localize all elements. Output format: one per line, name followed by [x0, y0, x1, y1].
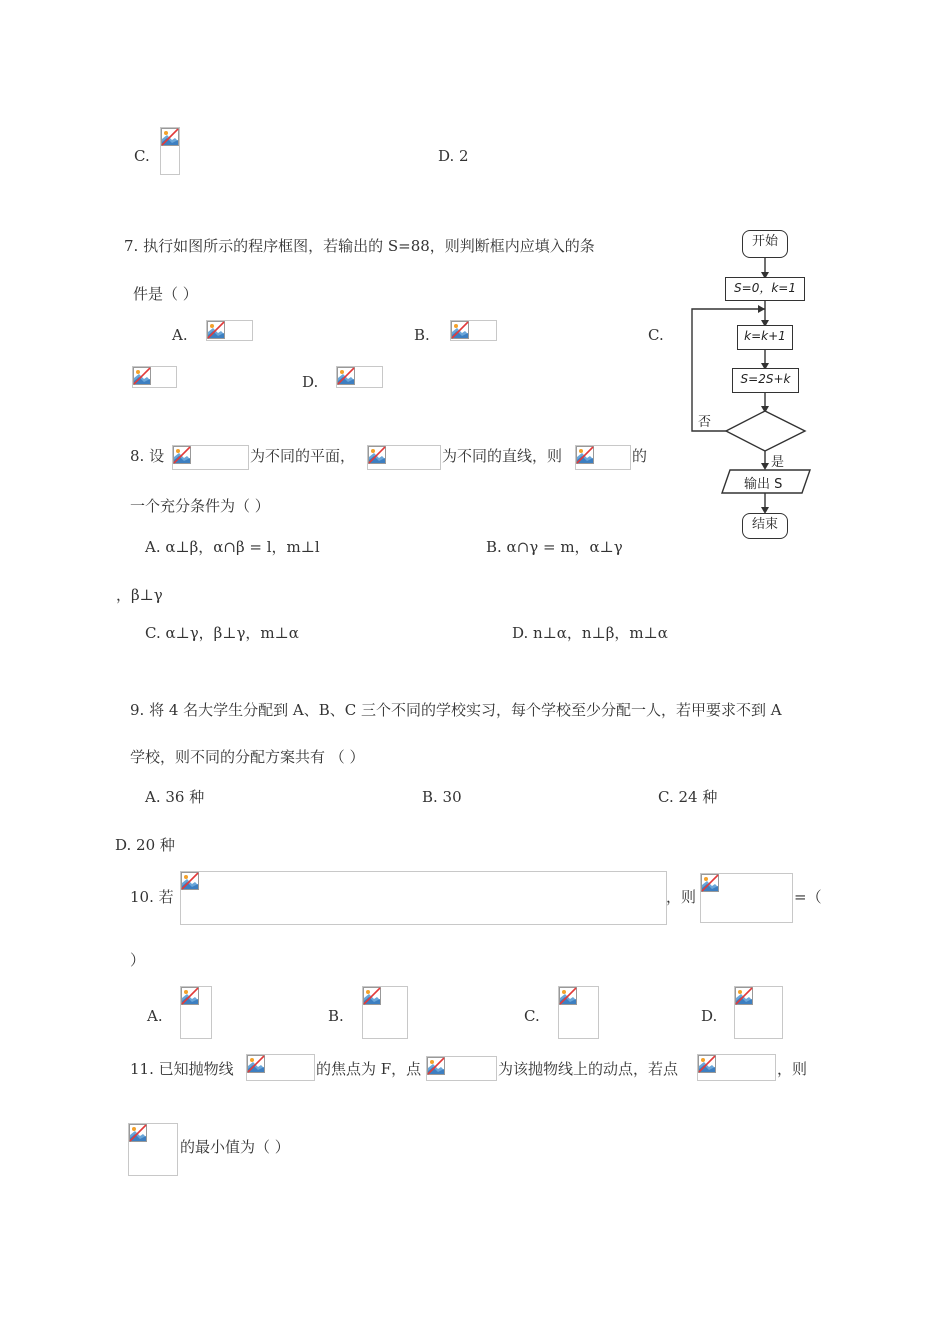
q7-option-c-label: C. — [648, 326, 664, 344]
q11-question-mid1: 的焦点为 F，点 — [316, 1060, 422, 1078]
q9-option-c: C. 24 种 — [658, 788, 718, 806]
q8-condition-image — [575, 445, 631, 470]
q8-planes-image — [172, 445, 249, 470]
q10-question-close: ） — [130, 951, 146, 969]
flowchart-yes-label: 是 — [771, 455, 785, 470]
q8-option-b-cont: ，β⊥γ — [116, 586, 163, 604]
q11-question-line2: 的最小值为（ ） — [180, 1138, 290, 1156]
q9-option-d: D. 20 种 — [115, 836, 175, 854]
broken-image-icon — [559, 987, 577, 1005]
broken-image-icon — [161, 128, 179, 146]
q10-option-d-label: D. — [701, 1007, 718, 1025]
q8-option-d: D. n⊥α，n⊥β，m⊥α — [512, 624, 668, 642]
broken-image-icon — [207, 321, 225, 339]
q8-option-b: B. α∩γ = m，α⊥γ — [486, 538, 623, 556]
q9-question-line2: 学校，则不同的分配方案共有 （ ） — [130, 748, 365, 766]
q10-option-b-label: B. — [328, 1007, 344, 1025]
flowchart-init: S=0，k=1 — [725, 277, 805, 301]
q11-question-end: ，则 — [777, 1060, 808, 1078]
q10-option-b-image — [362, 986, 408, 1039]
q11-question-start: 11. 已知抛物线 — [130, 1060, 234, 1078]
broken-image-icon — [133, 367, 151, 385]
broken-image-icon — [368, 446, 386, 464]
broken-image-icon — [129, 1124, 147, 1142]
q8-option-a: A. α⊥β，α∩β = l，m⊥l — [145, 538, 320, 556]
q7-option-c-image — [132, 366, 177, 388]
q7-question-text: 7. 执行如图所示的程序框图，若输出的 S=88，则判断框内应填入的条 — [124, 237, 595, 255]
flowchart-decision — [726, 411, 805, 451]
q7-option-a-label: A. — [172, 326, 188, 344]
broken-image-icon — [337, 367, 355, 385]
broken-image-icon — [451, 321, 469, 339]
q10-question-eq: =（ — [794, 888, 822, 906]
q8-question-mid2: 为不同的直线，则 — [442, 447, 563, 465]
q8-lines-image — [367, 445, 441, 470]
broken-image-icon — [735, 987, 753, 1005]
q8-question-mid1: 为不同的平面， — [250, 447, 356, 465]
flowchart-step-s: S=2S+k — [732, 368, 799, 393]
q10-question-start: 10. 若 — [130, 888, 174, 906]
broken-image-icon — [701, 874, 719, 892]
q11-point-image — [426, 1056, 497, 1081]
q8-question-start: 8. 设 — [130, 447, 165, 465]
q11-parabola-image — [246, 1054, 315, 1081]
broken-image-icon — [427, 1057, 445, 1075]
q10-condition-image — [180, 871, 667, 925]
flowchart-step-k: k=k+1 — [737, 325, 793, 350]
q7-option-a-image — [206, 320, 253, 341]
broken-image-icon — [576, 446, 594, 464]
q10-expression-image — [700, 873, 793, 923]
q6-option-d: D. 2 — [438, 147, 469, 165]
q7-question-cont: 件是（ ） — [133, 285, 198, 303]
q8-question-end: 的 — [632, 447, 648, 465]
q11-question-mid2: 为该抛物线上的动点，若点 — [498, 1060, 679, 1078]
q10-option-c-image — [558, 986, 599, 1039]
broken-image-icon — [698, 1055, 716, 1073]
flowchart-start: 开始 — [742, 230, 788, 258]
q10-option-a-image — [180, 986, 212, 1039]
q10-question-then: ，则 — [666, 888, 697, 906]
q9-option-b: B. 30 — [422, 788, 462, 806]
q8-option-c: C. α⊥γ，β⊥γ，m⊥α — [145, 624, 299, 642]
q8-question-cont: 一个充分条件为（ ） — [130, 497, 270, 515]
broken-image-icon — [173, 446, 191, 464]
q9-question-line1: 9. 将 4 名大学生分配到 A、B、C 三个不同的学校实习，每个学校至少分配一人，若甲要求不到 A — [130, 701, 782, 719]
q9-option-a: A. 36 种 — [145, 788, 205, 806]
q6-option-c-image — [160, 127, 180, 175]
q10-option-d-image — [734, 986, 783, 1039]
broken-image-icon — [363, 987, 381, 1005]
q7-option-d-label: D. — [302, 373, 319, 391]
flowchart-no-label: 否 — [698, 415, 712, 430]
flowchart-end: 结束 — [742, 513, 788, 539]
broken-image-icon — [247, 1055, 265, 1073]
broken-image-icon — [181, 872, 199, 890]
q10-option-c-label: C. — [524, 1007, 540, 1025]
q7-option-d-image — [336, 366, 383, 388]
q10-option-a-label: A. — [147, 1007, 163, 1025]
q11-expression-image — [128, 1123, 178, 1176]
q6-option-c-label: C. — [134, 147, 150, 165]
q7-option-b-label: B. — [414, 326, 430, 344]
flowchart-output-label: 输出 S — [744, 477, 783, 492]
q11-point2-image — [697, 1054, 776, 1081]
q7-option-b-image — [450, 320, 497, 341]
broken-image-icon — [181, 987, 199, 1005]
